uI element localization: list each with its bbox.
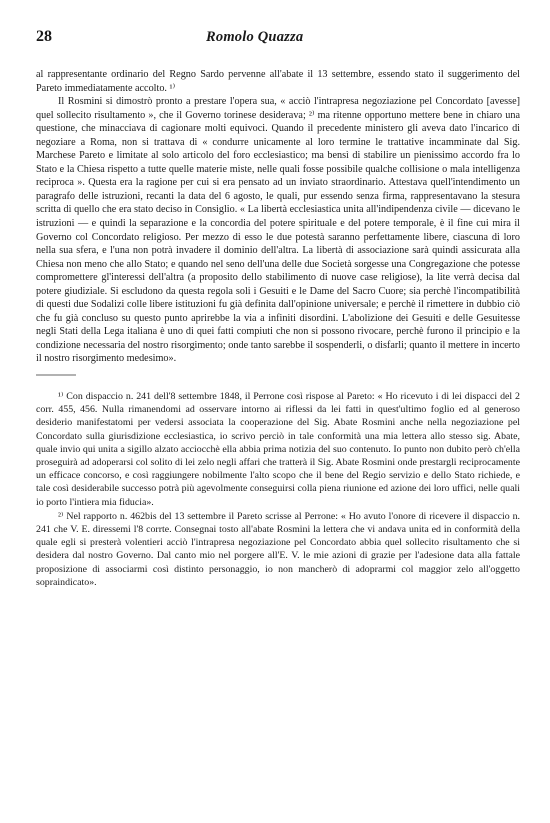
body-text <box>36 68 520 366</box>
footnotes <box>36 390 520 589</box>
page-number: 28 <box>36 28 52 45</box>
page-header <box>36 28 520 50</box>
footnote-separator <box>36 369 520 379</box>
body-paragraph: Il Rosmini si dimostrò pronto a prestare l'opera sua, « acciò l'intrapresa negoziazione pel Concordato [avesse] quel sollecito risultamento », che il Governo torinese desiderava; ²⁾ ma ritenne opportuno mettere bene in chiaro una questione, che minacciava di cagionare molti equivoci. Quando il precedente ministero gli aveva dato l'incarico di negoziare a Roma, non si trattava di « condurre unicamente al loro termine le trattative incamminate dal Sig. Marchese Pareto e limitate al solo articolo del foro ecclesiastico; ma bensì di stabilire un pienissimo accordo fra lo Stato e la Chiesa rispetto a tutte quelle materie miste, nelle quali fosse possibile qualche collisione o mala intelligenza reciproca ». Questa era la ragione per cui si era pensato ad un inviato straordinario. Attestava quell'intendimento un paragrafo delle istruzioni, recanti la data del 6 agosto, le quali, pur essendo senza firma, rappresentavano la stesura scritta di quello che era stato deciso in Consiglio. « La libertà ecclesiastica unita all'indipendenza civile — dicevano le istruzioni — e quindi la separazione e la concordia del potere spirituale e del potere temporale, è il fine cui mira il Governo col Concordato religioso. Per mezzo di esso le due potestà saranno perfettamente libere, ciascuna di loro nella sua sfera, e l'una non potrà invadere il dominio dell'altra. La libertà di associazione sarà quindi assicurata alla Chiesa non meno che allo Stato; e quando nel seno dell'una delle due Società sorgesse una Congregazione che potesse compromettere gl'interessi dell'altra (a proposito dello stabilimento di nuove case religiose), la lite verrà decisa dal potere giudiziale. Si escludono da questa regola soli i Gesuiti e le Dame del Sacro Cuore; sia perchè l'incompatibilità di questi due Sodalizi colle libere istituzioni fu già definita dall'opinione universale; e perchè il rimettere in dubbio ciò che fu già concluso su questo punto aprirebbe la via a infiniti disordini. L'abolizione dei Gesuiti e delle Gesuitesse negli Stati della Lega italiana è uno di quei fatti compiuti che non si possono rivocare, perchè furono il principio e la condizione necessaria del nostro risorgimento; onde tanto sarebbe il sospenderli, o disfarli; quanto il mettere in incerto il nostro risorgimento medesimo». <box>36 96 520 365</box>
running-head: Romolo Quazza <box>206 29 304 45</box>
footnote-2: ²⁾ Nel rapporto n. 462bis del 13 settembre il Pareto scrisse al Perrone: « Ho avuto l'onore di ricevere il dispaccio n. 241 che V. E. diressemi l'8 corrte. Consegnai tosto all'abate Rosmini la lettera che vi andava unita ed in conformità della quale egli si presterà volentieri acciò l'intrapresa negoziazione pel Concordato abbia quel sollecito risultamento che si desidera dal nostro Governo. Dal canto mio nel porgere all'E. V. le mie azioni di grazie per l'adesione data alla fattale proposizione di associarmi così distinto personaggio, io non mancherò di adoprarmi col maggior zelo all'oggetto sopraindicato». <box>36 510 520 588</box>
body-paragraph-continued: al rappresentante ordinario del Regno Sardo pervenne all'abate il 13 settembre, essendo stato il suggerimento del Pareto immediatamente accolto. ¹⁾ <box>36 69 520 94</box>
footnote-1: ¹⁾ Con dispaccio n. 241 dell'8 settembre 1848, il Perrone così rispose al Pareto: « Ho ricevuto i di lei dispacci del 2 corr. 455, 456. Nulla rimanendomi ad osservare intorno ai riflessi da lei fatti in quest'ultimo foglio ed al generoso desiderio manifestatomi per vedersi associata la cooperazione del Sig. Abate Rosmini anche nella negoziazione pel Concordato sulla giurisdizione ecclesiastica, io scrivo perciò in tale conformità una mia lettera allo stesso sig. Abate, quale invio qui unita a sigillo alzato acciocchè ella abbia prima notizia del suo contenuto. Io punto non dubito però ch'ella proseguirà ad adoperarsi col solito di lei zelo negli affari che tratterà il Sig. Abate Rosmini onde prestargli reciprocamente un efficace concorso, e così raggiungere nobilmente l'alto scopo che il bene del Regio servizio e dello Stato richiede, e tale così desiderabile successo potrà più agevolmente conseguirsi colla piena riunione ed azione dei loro uffici, nelle quali io porto l'intiera mia fiducia». <box>36 391 520 508</box>
